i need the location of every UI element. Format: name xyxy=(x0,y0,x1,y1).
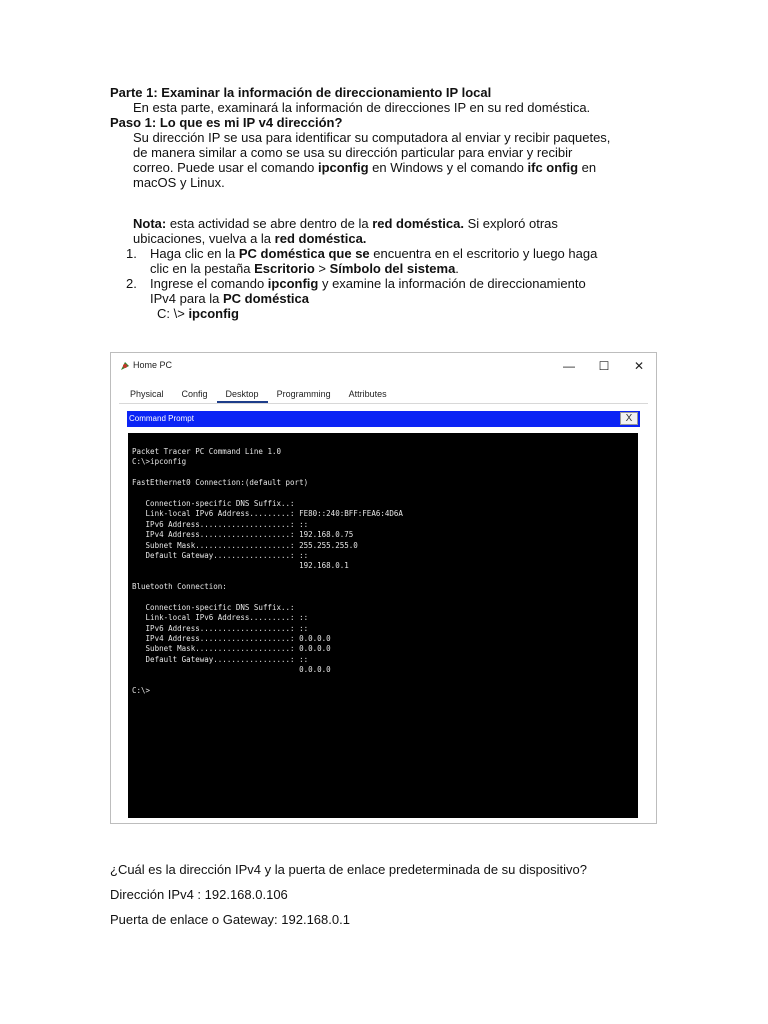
list-number: 1. xyxy=(126,246,137,261)
section-description: En esta parte, examinará la información de direcciones IP en su red doméstica. xyxy=(133,100,591,115)
tab-config[interactable]: Config xyxy=(181,389,208,399)
text-bold: Escritorio xyxy=(254,261,315,276)
terminal-line: FastEthernet0 Connection:(default port) xyxy=(132,478,309,488)
text-run: ubicaciones, vuelva a la xyxy=(133,231,275,246)
list-item xyxy=(110,246,670,276)
command-prompt-close-button[interactable]: X xyxy=(620,412,638,425)
section-title: Parte 1: Examinar la información de direccionamiento IP local xyxy=(110,85,492,100)
terminal-line xyxy=(132,592,638,602)
terminal-line: Bluetooth Connection: xyxy=(132,582,227,592)
text-run: clic en la pestaña xyxy=(150,261,255,276)
terminal-line xyxy=(132,676,638,686)
steps-list xyxy=(110,246,670,306)
terminal-line: IPv6 Address....................: :: xyxy=(132,623,309,633)
terminal-line xyxy=(132,468,638,478)
text-run: en Windows y el comando xyxy=(368,160,528,175)
terminal-line: C:\> xyxy=(132,685,151,695)
text-run: esta actividad se abre dentro de la xyxy=(166,216,373,231)
terminal-line: Subnet Mask.....................: 0.0.0.0 xyxy=(132,644,331,654)
terminal-line: C:\>ipconfig xyxy=(132,457,187,467)
list-item xyxy=(110,276,670,306)
note-line xyxy=(110,216,670,231)
terminal-line: Link-local IPv6 Address.........: :: xyxy=(132,613,309,623)
command-name: ifc onfig xyxy=(527,160,579,175)
text-run: . xyxy=(455,261,459,276)
paragraph-line xyxy=(110,160,670,175)
tab-bar xyxy=(121,387,396,403)
tab-physical[interactable]: Physical xyxy=(130,389,164,399)
command-prompt-title: Command Prompt xyxy=(129,414,194,423)
text-run: en xyxy=(578,160,597,175)
terminal-line: Connection-specific DNS Suffix..: xyxy=(132,602,295,612)
minimize-button[interactable]: — xyxy=(563,359,575,373)
terminal-line: Packet Tracer PC Command Line 1.0 xyxy=(132,447,282,456)
home-pc-window xyxy=(110,352,657,824)
question-answer xyxy=(110,862,670,937)
command-example xyxy=(110,306,670,321)
window-title: Home PC xyxy=(133,360,173,370)
app-icon xyxy=(119,360,131,372)
text-run: Ingrese el comando xyxy=(150,276,268,291)
terminal-line: IPv4 Address....................: 192.168.0.75 xyxy=(132,530,354,540)
terminal-output[interactable] xyxy=(128,433,638,818)
text-run: encuentra en el escritorio y luego haga xyxy=(369,246,598,261)
document-body xyxy=(110,85,670,321)
command-name: ipconfig xyxy=(188,306,239,321)
terminal-line: IPv6 Address....................: :: xyxy=(132,519,309,529)
paragraph-line: macOS y Linux. xyxy=(133,175,225,190)
text-bold: PC doméstica que se xyxy=(238,246,370,261)
maximize-button[interactable]: ☐ xyxy=(598,359,610,373)
text-run: Si exploró otras xyxy=(463,216,558,231)
question-text: ¿Cuál es la dirección IPv4 y la puerta de enlace predeterminada de su dispositivo? xyxy=(110,862,587,877)
list-number: 2. xyxy=(126,276,137,291)
close-button[interactable]: ✕ xyxy=(633,359,645,373)
text-bold: Símbolo del sistema xyxy=(329,261,456,276)
text-run: C: \> xyxy=(157,306,189,321)
text-bold: ipconfig xyxy=(267,276,319,291)
note-line xyxy=(110,231,670,246)
text-run: > xyxy=(314,261,330,276)
terminal-line: Default Gateway.................: :: xyxy=(132,654,309,664)
terminal-line: 192.168.0.1 xyxy=(132,561,349,571)
terminal-line: Link-local IPv6 Address.........: FE80::240:BFF:FEA6:4D6A xyxy=(132,509,403,519)
terminal-line: 0.0.0.0 xyxy=(132,665,331,675)
tab-divider xyxy=(119,403,648,404)
text-run: y examine la información de direccionamiento xyxy=(318,276,586,291)
terminal-line xyxy=(132,572,638,582)
terminal-line: Connection-specific DNS Suffix..: xyxy=(132,498,295,508)
tab-attributes[interactable]: Attributes xyxy=(348,389,387,399)
window-titlebar xyxy=(111,353,656,379)
gateway-answer: Puerta de enlace o Gateway: 192.168.0.1 xyxy=(110,912,350,927)
ipv4-answer: Dirección IPv4 : 192.168.0.106 xyxy=(110,887,288,902)
terminal-line: Default Gateway.................: :: xyxy=(132,550,309,560)
paragraph-line: de manera similar a como se usa su dirección particular para enviar y recibir xyxy=(133,145,573,160)
text-run: Haga clic en la xyxy=(150,246,239,261)
note-label: Nota: xyxy=(133,216,167,231)
text-run: IPv4 para la xyxy=(150,291,223,306)
text-run: correo. Puede usar el comando xyxy=(133,160,318,175)
tab-programming[interactable]: Programming xyxy=(276,389,331,399)
text-bold: PC doméstica xyxy=(223,291,309,306)
tab-desktop[interactable]: Desktop xyxy=(217,387,268,403)
step-title: Paso 1: Lo que es mi IP v4 dirección? xyxy=(110,115,343,130)
command-prompt-titlebar xyxy=(127,411,640,427)
text-bold: red doméstica. xyxy=(372,216,464,231)
text-bold: red doméstica. xyxy=(274,231,367,246)
command-name: ipconfig xyxy=(318,160,369,175)
terminal-line xyxy=(132,489,638,499)
paragraph-line: Su dirección IP se usa para identificar su computadora al enviar y recibir paquetes, xyxy=(133,130,611,145)
terminal-line: IPv4 Address....................: 0.0.0.0 xyxy=(132,634,331,644)
terminal-line: Subnet Mask.....................: 255.255.255.0 xyxy=(132,540,358,550)
